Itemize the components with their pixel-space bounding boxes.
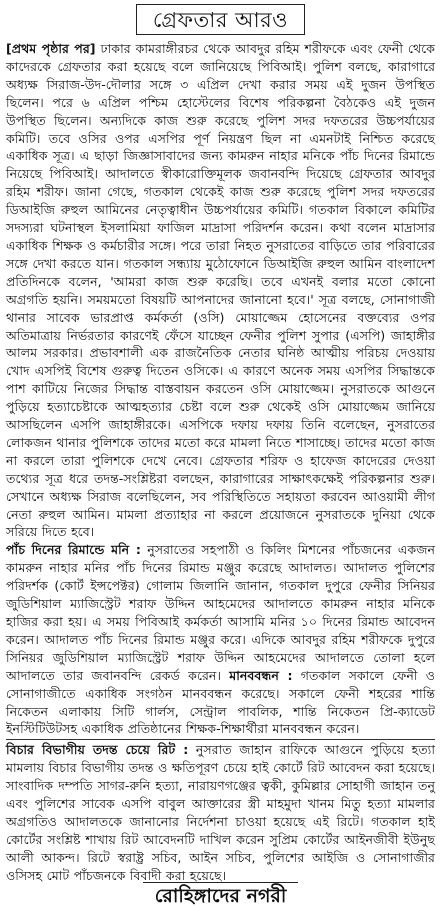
headline-box xyxy=(0,0,441,40)
paragraph-2-lead: পাঁচ দিনের রিমান্ডে মনি : xyxy=(6,542,141,558)
paragraph-1-lead: [প্রথম পৃষ্ঠার পর] xyxy=(6,41,96,56)
next-article-title: রোহিঙ্গাদের নগরী xyxy=(143,882,299,906)
paragraph-4 xyxy=(6,741,435,884)
headline: গ্রেফতার আরও xyxy=(136,4,305,35)
paragraph-2-text: নুসরাতের সহপাঠী ও কিলিং মিশনের পাঁচজনের একজন কামরুন নাহার মনির পাঁচ দিনের রিমান্ড মঞ্জুর করেছে আদালত। আদালত পুলিশের পরিদর্শক (কোর্ট ইন্সপেক্টর) গোলাম জিলানি জানান, গতকাল দুপুরে ফেনীর সিনিয়র জুডিশিয়াল ম্যাজিস্ট্রেট শরাফ উদ্দিন আহমেদের আদালতে কামরুন নাহার মনিকে হাজির করা হয়। এ সময় পিবিআই কর্মকর্তা আসামি মনির ১০ দিনের রিমান্ড আবেদন করেন। আদালত পাঁচ দিনের রিমান্ড মঞ্জুর করে। এদিকে আবদুর রহিম শরীফকে দুপুরে সিনিয়র জুডিশিয়াল ম্যাজিস্ট্রেট শরাফ উদ্দিন আহমেদের আদালতে তোলা হলে আদালতে তার জবানবন্দি রেকর্ড করেন। xyxy=(6,542,435,683)
paragraph-3-text: গতকাল সকালে ফেনী ও সোনাগাজীতে একাধিক সংগঠন মানববন্ধন করেছে। সকালে ফেনী শহরের শান্তি নিকেতন এলাকায় সিটি গার্লস, সেন্ট্রাল পাবলিক, শান্তি নিকেতন প্রি-ক্যাডেট ইনস্টিটিউটসহ একাধিক প্রতিষ্ঠানের শিক্ষক-শিক্ষার্থীরা মানববন্ধন করেন। xyxy=(6,667,435,737)
paragraph-3-lead: মানববন্ধন : xyxy=(229,667,293,683)
article-body xyxy=(0,40,441,885)
paragraph-4-text: নুসরাত জাহান রাফিকে আগুনে পুড়িয়ে হত্যা মামলায় বিচার বিভাগীয় তদন্ত ও ক্ষতিপূরণ চেয়ে হাই কোর্টে রিট আবেদন করা হয়েছে। সাংবাদিক দম্পতি সাগর-রুনি হত্যা, নারায়ণগঞ্জের ত্বকী, কুমিল্লার সোহাগী জাহান তনু এবং পুলিশের সাবেক এসপি বাবুল আক্তারের স্ত্রী মাহমুদা খানম মিতু হত্যা মামলার অগ্রগতিও আদালতকে জানানোর নির্দেশনা চাওয়া হয়েছে এই রিটে। গতকাল হাই কোর্টের সংশ্লিষ্ট শাখায় রিট আবেদনটি দাখিল করেন সুপ্রিম কোর্টের আইনজীবী ইউনুছ আলী আকন্দ। রিটে স্বরাষ্ট্র সচিব, আইন সচিব, পুলিশের আইজি ও সোনাগাজীর ওসিসহ মোট পাঁচজনকে বিবাদী করা হয়েছে। xyxy=(6,742,435,883)
divider xyxy=(6,739,435,740)
paragraph-1 xyxy=(6,40,435,541)
paragraph-2 xyxy=(6,541,435,738)
paragraph-1-text: ঢাকার কামরাঙ্গীরচর থেকে আবদুর রহিম শরীফকে এবং ফেনী থেকে কাদেরকে গ্রেফতার করা হয়েছে বলে জানিয়েছে পিবিআই। পুলিশ বলছে, কারাগারে অধ্যক্ষ সিরাজ-উদ-দৌলার সঙ্গে ৩ এপ্রিল দেখা করার সময় এই দুজন উপস্থিত ছিলেন। পরে ৬ এপ্রিল পশ্চিম হোস্টেলের বিশেষ পরিকল্পনা বৈঠকেও এই দুজন উপস্থিত ছিলেন। অন্যদিকে কাজ শুরু করেছে পুলিশ সদর দফতরের উচ্চপর্যায়ের কমিটি। তবে ওসির ওপর এসপির পূর্ণ নিয়ন্ত্রণ ছিল না এমনটাই নিশ্চিত করেছে একাধিক সূত্র। এ ছাড়া জিজ্ঞাসাবাদের জন্য কামরুন নাহার মনিকে পাঁচ দিনের রিমান্ডে নিয়েছে পিবিআই। আদালতে স্বীকারোক্তিমূলক জবানবন্দি দিয়েছে গ্রেফতার আবদুর রহিম শরীফ। জানা গেছে, গতকাল থেকেই কাজ শুরু করেছে পুলিশ সদর দফতরের ডিআইজি রুহুল আমিনের নেতৃত্বাধীন উচ্চপর্যায়ের কমিটি। গতকাল বিকালে কমিটির সদস্যরা ঘটনাস্থল ইসলামিয়া ফাজিল মাদ্রাসা পরিদর্শন করেন। কথা বলেন মাদ্রাসার একাধিক শিক্ষক ও কর্মচারীর সঙ্গে। পরে তারা নিহত নুসরাতের বাড়িতে তার পরিবারের সঙ্গে দেখা করতে যান। গতকাল সন্ধ্যায় মুঠোফোনে ডিআইজি রুহুল আমিন বাংলাদেশ প্রতিদিনকে বলেন, 'আমরা কাজ শুরু করেছি। তবে এখনই বলার মতো কোনো অগ্রগতি হয়নি। সময়মতো বিষয়টি আপনাদের জানানো হবে।' সূত্র বলছে, সোনাগাজী থানার সাবেক ভারপ্রাপ্ত কর্মকর্তা (ওসি) মোয়াজ্জেম হোসেনের বক্তব্যের ওপর অতিমাত্রায় নির্ভরতার কারণেই ফেঁসে যাচ্ছেন ফেনীর পুলিশ সুপার (এসপি) জাহাঙ্গীর আলম সরকার। প্রভাবশালী এক রাজনৈতিক নেতার ঘনিষ্ঠ আত্মীয় পরিচয় দেওয়ায় খোদ এসপিই বিশেষ গুরুত্ব দিতেন ওসিকে। এ কারণে অনেক সময় এসপির সিদ্ধান্তকে পাশ কাটিয়ে নিজের সিদ্ধান্ত বাস্তবায়ন করতেন ওসি মোয়াজ্জেম। নুসরাতকে আগুনে পুড়িয়ে হত্যাচেষ্টাকে আত্মহত্যার চেষ্টা বলে শুরু থেকেই ওসি মোয়াজ্জেম জানিয়ে আসছিলেন এসপি জাহাঙ্গীরকে। এসপিকে দফায় দফায় তিনি বলেছেন, নুসরাতের লোকজন থানার পুলিশকে তাদের মতো করে মামলা নিতে শাসাচ্ছে। তাদের মতো কাজ না করলে তারা পুলিশকে দেখে নেবে। গ্রেফতার শরিফ ও হাফেজ কাদেরের দেওয়া তথ্যের সূত্র ধরে তদন্ত-সংশ্লিষ্টরা বলছেন, কারাগারের সাক্ষাৎকক্ষেই পরিকল্পনার শুরু। সেখানে অধ্যক্ষ সিরাজ বলেছিলেন, সব পরিস্থিতিতে সহায়তা করবেন আওয়ামী লীগ নেতা রুহুল আমিন। মামলা প্রত্যাহার না করলে প্রয়োজনে নুসরাতকে দুনিয়া থেকে সরিয়ে দিতে হবে। xyxy=(6,41,435,540)
next-article-header xyxy=(0,882,441,906)
paragraph-4-lead: বিচার বিভাগীয় তদন্ত চেয়ে রিট : xyxy=(6,742,189,758)
